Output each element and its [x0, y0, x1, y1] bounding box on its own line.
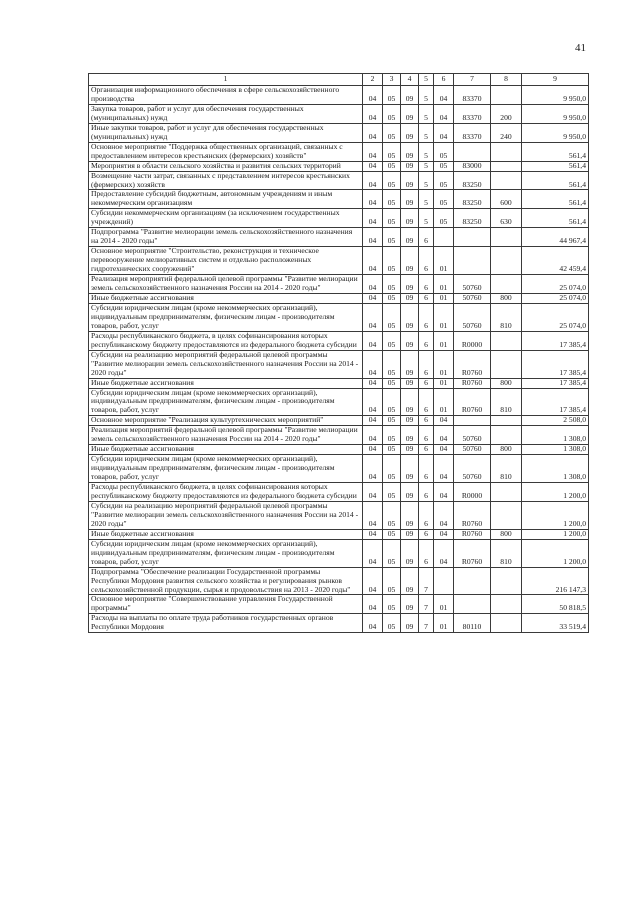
row-description: Субсидии юридическим лицам (кроме некоммерческих организаций), индивидуальным предпринимателям, физическим лицам - производителям товаров, работ, услуг: [89, 539, 363, 567]
code-program: 09: [401, 142, 419, 161]
code-subprogram: 6: [419, 228, 434, 247]
code-subprogram: 6: [419, 350, 434, 378]
row-amount: 561,4: [522, 142, 589, 161]
code-program: 09: [401, 595, 419, 614]
table-row: [89, 303, 589, 331]
code-subsection: 05: [383, 209, 401, 228]
code-program: 09: [401, 445, 419, 455]
row-description: Основное мероприятие "Совершенствование управления Государственной программы": [89, 595, 363, 614]
row-description: Субсидии на реализацию мероприятий федеральной целевой программы "Развитие мелиорации земель сельскохозяйственного назначения России на 2014 - 2020 годы": [89, 501, 363, 529]
code-direction: 50760: [454, 455, 491, 483]
code-program: 09: [401, 161, 419, 171]
code-subsection: 05: [383, 614, 401, 633]
code-direction: R0760: [454, 350, 491, 378]
code-direction: 50760: [454, 303, 491, 331]
row-description: Иные бюджетные ассигнования: [89, 445, 363, 455]
code-program: 09: [401, 190, 419, 209]
code-expense-type: 600: [491, 190, 522, 209]
code-direction: R0760: [454, 378, 491, 388]
code-subprogram: 6: [419, 331, 434, 350]
code-expense-type: 800: [491, 529, 522, 539]
code-subprogram: 6: [419, 455, 434, 483]
code-activity: 04: [434, 445, 454, 455]
row-amount: 9 950,0: [522, 104, 589, 123]
code-program: 09: [401, 501, 419, 529]
code-expense-type: [491, 567, 522, 595]
code-direction: [454, 247, 491, 275]
code-activity: 04: [434, 529, 454, 539]
code-expense-type: [491, 426, 522, 445]
code-direction: 50760: [454, 275, 491, 294]
code-direction: 83370: [454, 123, 491, 142]
column-header: 9: [522, 74, 589, 86]
code-subprogram: 6: [419, 416, 434, 426]
code-expense-type: [491, 228, 522, 247]
code-section: 04: [363, 161, 383, 171]
code-section: 04: [363, 445, 383, 455]
code-activity: 04: [434, 539, 454, 567]
code-expense-type: [491, 501, 522, 529]
code-direction: 80110: [454, 614, 491, 633]
table-row: [89, 142, 589, 161]
code-section: 04: [363, 171, 383, 190]
code-section: 04: [363, 595, 383, 614]
row-amount: 561,4: [522, 161, 589, 171]
code-subsection: 05: [383, 86, 401, 105]
table-row: [89, 293, 589, 303]
code-expense-type: 800: [491, 378, 522, 388]
code-direction: 83370: [454, 86, 491, 105]
table-row: [89, 350, 589, 378]
code-expense-type: [491, 350, 522, 378]
column-header: 7: [454, 74, 491, 86]
code-direction: R0760: [454, 501, 491, 529]
code-expense-type: 800: [491, 445, 522, 455]
code-expense-type: [491, 614, 522, 633]
table-row: [89, 209, 589, 228]
table-row: [89, 190, 589, 209]
row-amount: 25 074,0: [522, 293, 589, 303]
table-row: [89, 445, 589, 455]
row-amount: 42 459,4: [522, 247, 589, 275]
code-activity: [434, 228, 454, 247]
code-activity: 01: [434, 388, 454, 416]
code-section: 04: [363, 483, 383, 502]
code-direction: R0760: [454, 388, 491, 416]
column-header: 5: [419, 74, 434, 86]
code-subsection: 05: [383, 388, 401, 416]
code-expense-type: [491, 142, 522, 161]
code-direction: 83370: [454, 104, 491, 123]
row-amount: 216 147,3: [522, 567, 589, 595]
row-amount: 1 200,0: [522, 501, 589, 529]
code-expense-type: 810: [491, 455, 522, 483]
code-activity: 04: [434, 416, 454, 426]
code-subsection: 05: [383, 483, 401, 502]
code-program: 09: [401, 303, 419, 331]
code-subsection: 05: [383, 539, 401, 567]
code-activity: 05: [434, 190, 454, 209]
row-description: Предоставление субсидий бюджетным, автономным учреждениям и иным некоммерческим организациям: [89, 190, 363, 209]
row-description: Расходы на выплаты по оплате труда работников государственных органов Республики Мордовия: [89, 614, 363, 633]
code-activity: 01: [434, 275, 454, 294]
table-header-row: [89, 74, 589, 86]
code-section: 04: [363, 529, 383, 539]
code-section: 04: [363, 388, 383, 416]
code-direction: 50760: [454, 445, 491, 455]
code-direction: 83250: [454, 171, 491, 190]
table-row: [89, 104, 589, 123]
row-amount: 1 308,0: [522, 445, 589, 455]
code-program: 09: [401, 275, 419, 294]
row-description: Субсидии юридическим лицам (кроме некоммерческих организаций), индивидуальным предпринимателям, физическим лицам - производителям товаров, работ, услуг: [89, 388, 363, 416]
code-subprogram: 6: [419, 293, 434, 303]
code-program: 09: [401, 416, 419, 426]
code-expense-type: [491, 275, 522, 294]
code-subsection: 05: [383, 142, 401, 161]
table-row: [89, 501, 589, 529]
code-activity: 05: [434, 161, 454, 171]
code-subsection: 05: [383, 123, 401, 142]
code-program: 09: [401, 455, 419, 483]
row-description: Организация информационного обеспечения в сфере сельскохозяйственного производства: [89, 86, 363, 105]
code-activity: 05: [434, 171, 454, 190]
code-program: 09: [401, 378, 419, 388]
table-row: [89, 228, 589, 247]
code-expense-type: [491, 247, 522, 275]
code-section: 04: [363, 501, 383, 529]
row-amount: 17 385,4: [522, 350, 589, 378]
code-subprogram: 6: [419, 388, 434, 416]
code-section: 04: [363, 303, 383, 331]
code-subprogram: 6: [419, 426, 434, 445]
code-activity: 04: [434, 104, 454, 123]
row-amount: 44 967,4: [522, 228, 589, 247]
code-program: 09: [401, 426, 419, 445]
code-subsection: 05: [383, 275, 401, 294]
code-program: 09: [401, 529, 419, 539]
row-amount: 9 950,0: [522, 123, 589, 142]
code-subsection: 05: [383, 350, 401, 378]
code-section: 04: [363, 209, 383, 228]
code-program: 09: [401, 171, 419, 190]
code-direction: 50760: [454, 426, 491, 445]
code-activity: 04: [434, 86, 454, 105]
row-description: Расходы республиканского бюджета, в целях софинансирования которых республиканскому бюджету предоставляются из федерального бюджета субсидии: [89, 483, 363, 502]
code-subsection: 05: [383, 501, 401, 529]
code-program: 09: [401, 293, 419, 303]
code-subsection: 05: [383, 426, 401, 445]
row-amount: 33 519,4: [522, 614, 589, 633]
row-amount: 50 818,5: [522, 595, 589, 614]
code-subsection: 05: [383, 529, 401, 539]
row-description: Субсидии некоммерческим организациям (за исключением государственных учреждений): [89, 209, 363, 228]
code-section: 04: [363, 455, 383, 483]
code-subprogram: 5: [419, 161, 434, 171]
code-activity: 05: [434, 142, 454, 161]
row-description: Иные бюджетные ассигнования: [89, 293, 363, 303]
table-row: [89, 378, 589, 388]
code-expense-type: [491, 171, 522, 190]
code-program: 09: [401, 331, 419, 350]
table-row: [89, 161, 589, 171]
code-subsection: 05: [383, 161, 401, 171]
code-activity: 04: [434, 455, 454, 483]
code-expense-type: 810: [491, 539, 522, 567]
row-amount: 17 385,4: [522, 378, 589, 388]
code-activity: 01: [434, 303, 454, 331]
row-amount: 25 074,0: [522, 275, 589, 294]
row-amount: 1 308,0: [522, 426, 589, 445]
table-row: [89, 275, 589, 294]
table-row: [89, 529, 589, 539]
code-subprogram: 6: [419, 303, 434, 331]
code-subprogram: 6: [419, 275, 434, 294]
code-direction: [454, 416, 491, 426]
code-subsection: 05: [383, 171, 401, 190]
row-description: Иные бюджетные ассигнования: [89, 378, 363, 388]
table-row: [89, 416, 589, 426]
code-expense-type: [491, 161, 522, 171]
code-direction: R0000: [454, 483, 491, 502]
column-header: 6: [434, 74, 454, 86]
table-row: [89, 171, 589, 190]
code-subprogram: 7: [419, 567, 434, 595]
table-row: [89, 331, 589, 350]
column-header: 3: [383, 74, 401, 86]
code-program: 09: [401, 388, 419, 416]
code-activity: 01: [434, 247, 454, 275]
code-subprogram: 5: [419, 209, 434, 228]
row-description: Реализация мероприятий федеральной целевой программы "Развитие мелиорации земель сельскохозяйственного назначения России на 2014 - 2020 годы": [89, 275, 363, 294]
code-direction: 83250: [454, 209, 491, 228]
code-section: 04: [363, 247, 383, 275]
row-description: Иные закупки товаров, работ и услуг для обеспечения государственных (муниципальных) нужд: [89, 123, 363, 142]
table-row: [89, 426, 589, 445]
code-program: 09: [401, 539, 419, 567]
code-direction: [454, 228, 491, 247]
table-row: [89, 595, 589, 614]
row-amount: 1 200,0: [522, 529, 589, 539]
code-subsection: 05: [383, 331, 401, 350]
code-subprogram: 6: [419, 247, 434, 275]
budget-table: [88, 73, 589, 633]
code-program: 09: [401, 209, 419, 228]
row-description: Реализация мероприятий федеральной целевой программы "Развитие мелиорации земель сельскохозяйственного назначения России на 2014 - 2020 годы": [89, 426, 363, 445]
code-direction: [454, 567, 491, 595]
code-activity: 04: [434, 123, 454, 142]
row-description: Мероприятия в области сельского хозяйства и развития сельских территорий: [89, 161, 363, 171]
code-expense-type: 630: [491, 209, 522, 228]
code-subprogram: 5: [419, 142, 434, 161]
code-program: 09: [401, 483, 419, 502]
column-header: 4: [401, 74, 419, 86]
code-section: 04: [363, 416, 383, 426]
row-amount: 561,4: [522, 171, 589, 190]
code-subsection: 05: [383, 455, 401, 483]
row-description: Подпрограмма "Обеспечение реализации Государственной программы Республики Мордовия развития сельского хозяйства и регулирования рынков сельскохозяйственной продукции, сырья и продовольствия на 2013 - 2020 годы": [89, 567, 363, 595]
code-direction: R0760: [454, 529, 491, 539]
code-section: 04: [363, 86, 383, 105]
code-program: 09: [401, 86, 419, 105]
code-activity: 01: [434, 293, 454, 303]
row-amount: 1 200,0: [522, 539, 589, 567]
code-subprogram: 5: [419, 171, 434, 190]
code-program: 09: [401, 350, 419, 378]
code-section: 04: [363, 426, 383, 445]
code-activity: 05: [434, 209, 454, 228]
code-expense-type: [491, 416, 522, 426]
code-subsection: 05: [383, 303, 401, 331]
row-amount: 25 074,0: [522, 303, 589, 331]
row-description: Субсидии юридическим лицам (кроме некоммерческих организаций), индивидуальным предпринимателям, физическим лицам - производителям товаров, работ, услуг: [89, 303, 363, 331]
row-amount: 17 385,4: [522, 388, 589, 416]
code-program: 09: [401, 123, 419, 142]
code-direction: [454, 595, 491, 614]
row-description: Подпрограмма "Развитие мелиорации земель сельскохозяйственного назначения на 2014 - 2020 годы": [89, 228, 363, 247]
code-subsection: 05: [383, 293, 401, 303]
column-header: 2: [363, 74, 383, 86]
code-section: 04: [363, 567, 383, 595]
code-section: 04: [363, 275, 383, 294]
row-description: Основное мероприятие "Реализация культуртехнических мероприятий": [89, 416, 363, 426]
code-section: 04: [363, 104, 383, 123]
code-subsection: 05: [383, 104, 401, 123]
row-amount: 9 950,0: [522, 86, 589, 105]
code-subprogram: 7: [419, 595, 434, 614]
code-program: 09: [401, 614, 419, 633]
code-subprogram: 6: [419, 501, 434, 529]
row-amount: 2 508,0: [522, 416, 589, 426]
code-activity: 01: [434, 378, 454, 388]
code-section: 04: [363, 293, 383, 303]
code-expense-type: 810: [491, 388, 522, 416]
code-subsection: 05: [383, 595, 401, 614]
code-subprogram: 7: [419, 614, 434, 633]
code-expense-type: [491, 595, 522, 614]
code-subsection: 05: [383, 247, 401, 275]
code-activity: 04: [434, 483, 454, 502]
row-amount: 561,4: [522, 190, 589, 209]
code-program: 09: [401, 247, 419, 275]
code-expense-type: [491, 331, 522, 350]
code-subsection: 05: [383, 416, 401, 426]
code-program: 09: [401, 104, 419, 123]
code-subsection: 05: [383, 445, 401, 455]
column-header: 1: [89, 74, 363, 86]
code-section: 04: [363, 539, 383, 567]
table-body: [89, 86, 589, 633]
code-activity: 04: [434, 501, 454, 529]
row-description: Основное мероприятие "Поддержка общественных организаций, связанных с предоставлением интересов крестьянских (фермерских) хозяйств": [89, 142, 363, 161]
code-subprogram: 5: [419, 190, 434, 209]
code-direction: [454, 142, 491, 161]
code-subsection: 05: [383, 190, 401, 209]
table-row: [89, 483, 589, 502]
code-activity: 01: [434, 595, 454, 614]
code-subprogram: 6: [419, 378, 434, 388]
code-activity: 04: [434, 426, 454, 445]
code-activity: [434, 567, 454, 595]
code-expense-type: 200: [491, 104, 522, 123]
code-section: 04: [363, 142, 383, 161]
code-direction: 83250: [454, 190, 491, 209]
code-expense-type: 240: [491, 123, 522, 142]
row-description: Закупка товаров, работ и услуг для обеспечения государственных (муниципальных) нужд: [89, 104, 363, 123]
code-section: 04: [363, 614, 383, 633]
table-row: [89, 614, 589, 633]
table-row: [89, 567, 589, 595]
code-direction: 83000: [454, 161, 491, 171]
table-row: [89, 123, 589, 142]
row-description: Возмещение части затрат, связанных с представлением интересов крестьянских (фермерских) хозяйств: [89, 171, 363, 190]
table-row: [89, 247, 589, 275]
code-section: 04: [363, 331, 383, 350]
code-section: 04: [363, 123, 383, 142]
code-subprogram: 5: [419, 123, 434, 142]
row-description: Основное мероприятие "Строительство, реконструкция и техническое перевооружение мелиоративных систем и отдельно расположенных гидротехнических сооружений": [89, 247, 363, 275]
code-section: 04: [363, 378, 383, 388]
code-subprogram: 6: [419, 529, 434, 539]
row-amount: 561,4: [522, 209, 589, 228]
table-row: [89, 539, 589, 567]
row-description: Субсидии на реализацию мероприятий федеральной целевой программы "Развитие мелиорации земель сельскохозяйственного назначения России на 2014 - 2020 годы": [89, 350, 363, 378]
code-expense-type: [491, 86, 522, 105]
row-description: Расходы республиканского бюджета, в целях софинансирования которых республиканскому бюджету предоставляются из федерального бюджета субсидии: [89, 331, 363, 350]
row-amount: 1 200,0: [522, 483, 589, 502]
table-row: [89, 86, 589, 105]
code-subsection: 05: [383, 378, 401, 388]
page-number: 41: [575, 42, 586, 54]
code-expense-type: [491, 483, 522, 502]
code-activity: 01: [434, 350, 454, 378]
row-amount: 1 308,0: [522, 455, 589, 483]
code-activity: 01: [434, 331, 454, 350]
table-row: [89, 388, 589, 416]
code-subprogram: 6: [419, 539, 434, 567]
code-activity: 01: [434, 614, 454, 633]
code-direction: R0760: [454, 539, 491, 567]
row-description: Субсидии юридическим лицам (кроме некоммерческих организаций), индивидуальным предпринимателям, физическим лицам - производителям товаров, работ, услуг: [89, 455, 363, 483]
code-subsection: 05: [383, 228, 401, 247]
code-subprogram: 5: [419, 86, 434, 105]
code-section: 04: [363, 228, 383, 247]
column-header: 8: [491, 74, 522, 86]
code-expense-type: 800: [491, 293, 522, 303]
code-expense-type: 810: [491, 303, 522, 331]
code-program: 09: [401, 228, 419, 247]
table-row: [89, 455, 589, 483]
code-subsection: 05: [383, 567, 401, 595]
row-amount: 17 385,4: [522, 331, 589, 350]
code-section: 04: [363, 190, 383, 209]
code-direction: 50760: [454, 293, 491, 303]
code-section: 04: [363, 350, 383, 378]
code-program: 09: [401, 567, 419, 595]
row-description: Иные бюджетные ассигнования: [89, 529, 363, 539]
code-subprogram: 6: [419, 483, 434, 502]
code-subprogram: 5: [419, 104, 434, 123]
code-subprogram: 6: [419, 445, 434, 455]
code-direction: R0000: [454, 331, 491, 350]
